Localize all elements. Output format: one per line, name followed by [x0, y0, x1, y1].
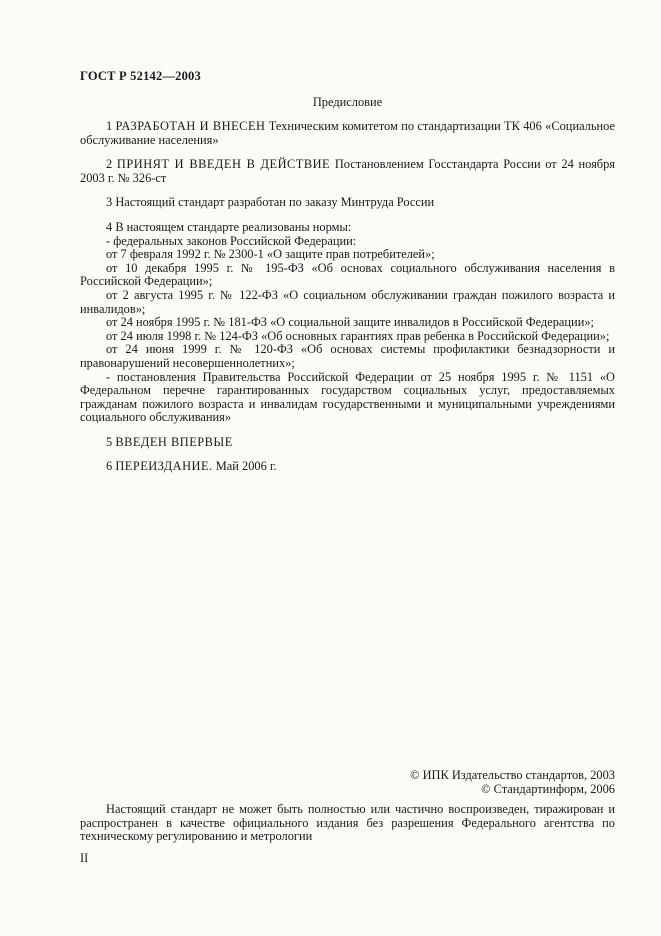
item4-intro: 4 В настоящем стандарте реализованы нормы: [106, 219, 352, 234]
item-text: Настоящий стандарт разработан по заказу Минтруда России [115, 195, 435, 210]
foreword-item-2 [80, 158, 615, 185]
copyright-line: © Стандартинформ, 2006 [481, 782, 615, 796]
foreword-item-4 [80, 221, 615, 425]
law-item: от 10 декабря 1995 г. № 195-ФЗ «Об основах социального обслуживания населения в Российской Федерации»; [80, 260, 615, 289]
law-item: от 7 февраля 1992 г. № 2300-1 «О защите прав потребителей»; [106, 247, 435, 262]
law-item: от 24 июля 1998 г. № 124-ФЗ «Об основных гарантиях прав ребенка в Российской Федерации»; [106, 328, 610, 343]
copyright-block [410, 768, 615, 796]
item-number: 2 [106, 157, 113, 172]
foreword-item-6 [80, 460, 615, 474]
foreword-item-3 [80, 196, 615, 210]
reproduction-notice [80, 803, 615, 844]
item-number: 4 [106, 219, 113, 234]
law-item: от 24 ноября 1995 г. № 181-ФЗ «О социальной защите инвалидов в Российской Федерации»; [106, 315, 594, 330]
foreword-section [80, 94, 615, 474]
item-caps-heading: ПРИНЯТ И ВВЕДЕН В ДЕЙСТВИЕ [116, 157, 331, 172]
item-text: Май 2006 г. [212, 459, 277, 474]
foreword-item-1 [80, 120, 615, 147]
item-caps-heading: ВВЕДЕН ВПЕРВЫЕ [115, 434, 233, 449]
item-text: Постановлением Госстандарта России от 24 ноября 2003 г. № 326-ст [80, 157, 615, 185]
item-caps-heading: ПЕРЕИЗДАНИЕ. [115, 459, 213, 474]
item-number: 6 [106, 459, 113, 474]
copyright-line: © ИПК Издательство стандартов, 2003 [410, 768, 615, 782]
foreword-item-5 [80, 436, 615, 450]
foreword-title: Предисловие [312, 95, 383, 109]
item-number: 1 [106, 119, 113, 133]
standard-number: ГОСТ Р 52142—2003 [80, 69, 201, 83]
law-item: от 24 июня 1999 г. № 120-ФЗ «Об основах системы профилактики безнадзорности и правонарушений несовершеннолетних»; [80, 342, 615, 370]
notice-text: Настоящий стандарт не может быть полностью или частично воспроизведен, тиражирован и распространен в качестве официального издания без разрешения Федерального агентства по техническому регулированию и метрологии [80, 802, 615, 844]
laws-heading: - федеральных законов Российской Федерации: [106, 233, 357, 248]
page-number: II [80, 851, 89, 865]
item-number: 3 [106, 195, 113, 210]
item-number: 5 [106, 434, 113, 449]
law-item: от 2 августа 1995 г. № 122-ФЗ «О социальном обслуживании граждан пожилого возраста и инвалидов»; [80, 287, 615, 316]
item-caps-heading: РАЗРАБОТАН И ВНЕСЕН [115, 119, 266, 133]
item-text: Техническим комитетом по стандартизации ТК 406 «Социальное обслуживание населения» [80, 119, 615, 147]
government-resolution: - постановления Правительства Российской Федерации от 25 ноября 1995 г. № 1151 «О Федеральном перечне гарантированных государством социальных услуг, предоставляемых гражданам пожилого возраста и инвалидам государственными и муниципальными учреждениями социального обслуживания» [80, 369, 615, 425]
